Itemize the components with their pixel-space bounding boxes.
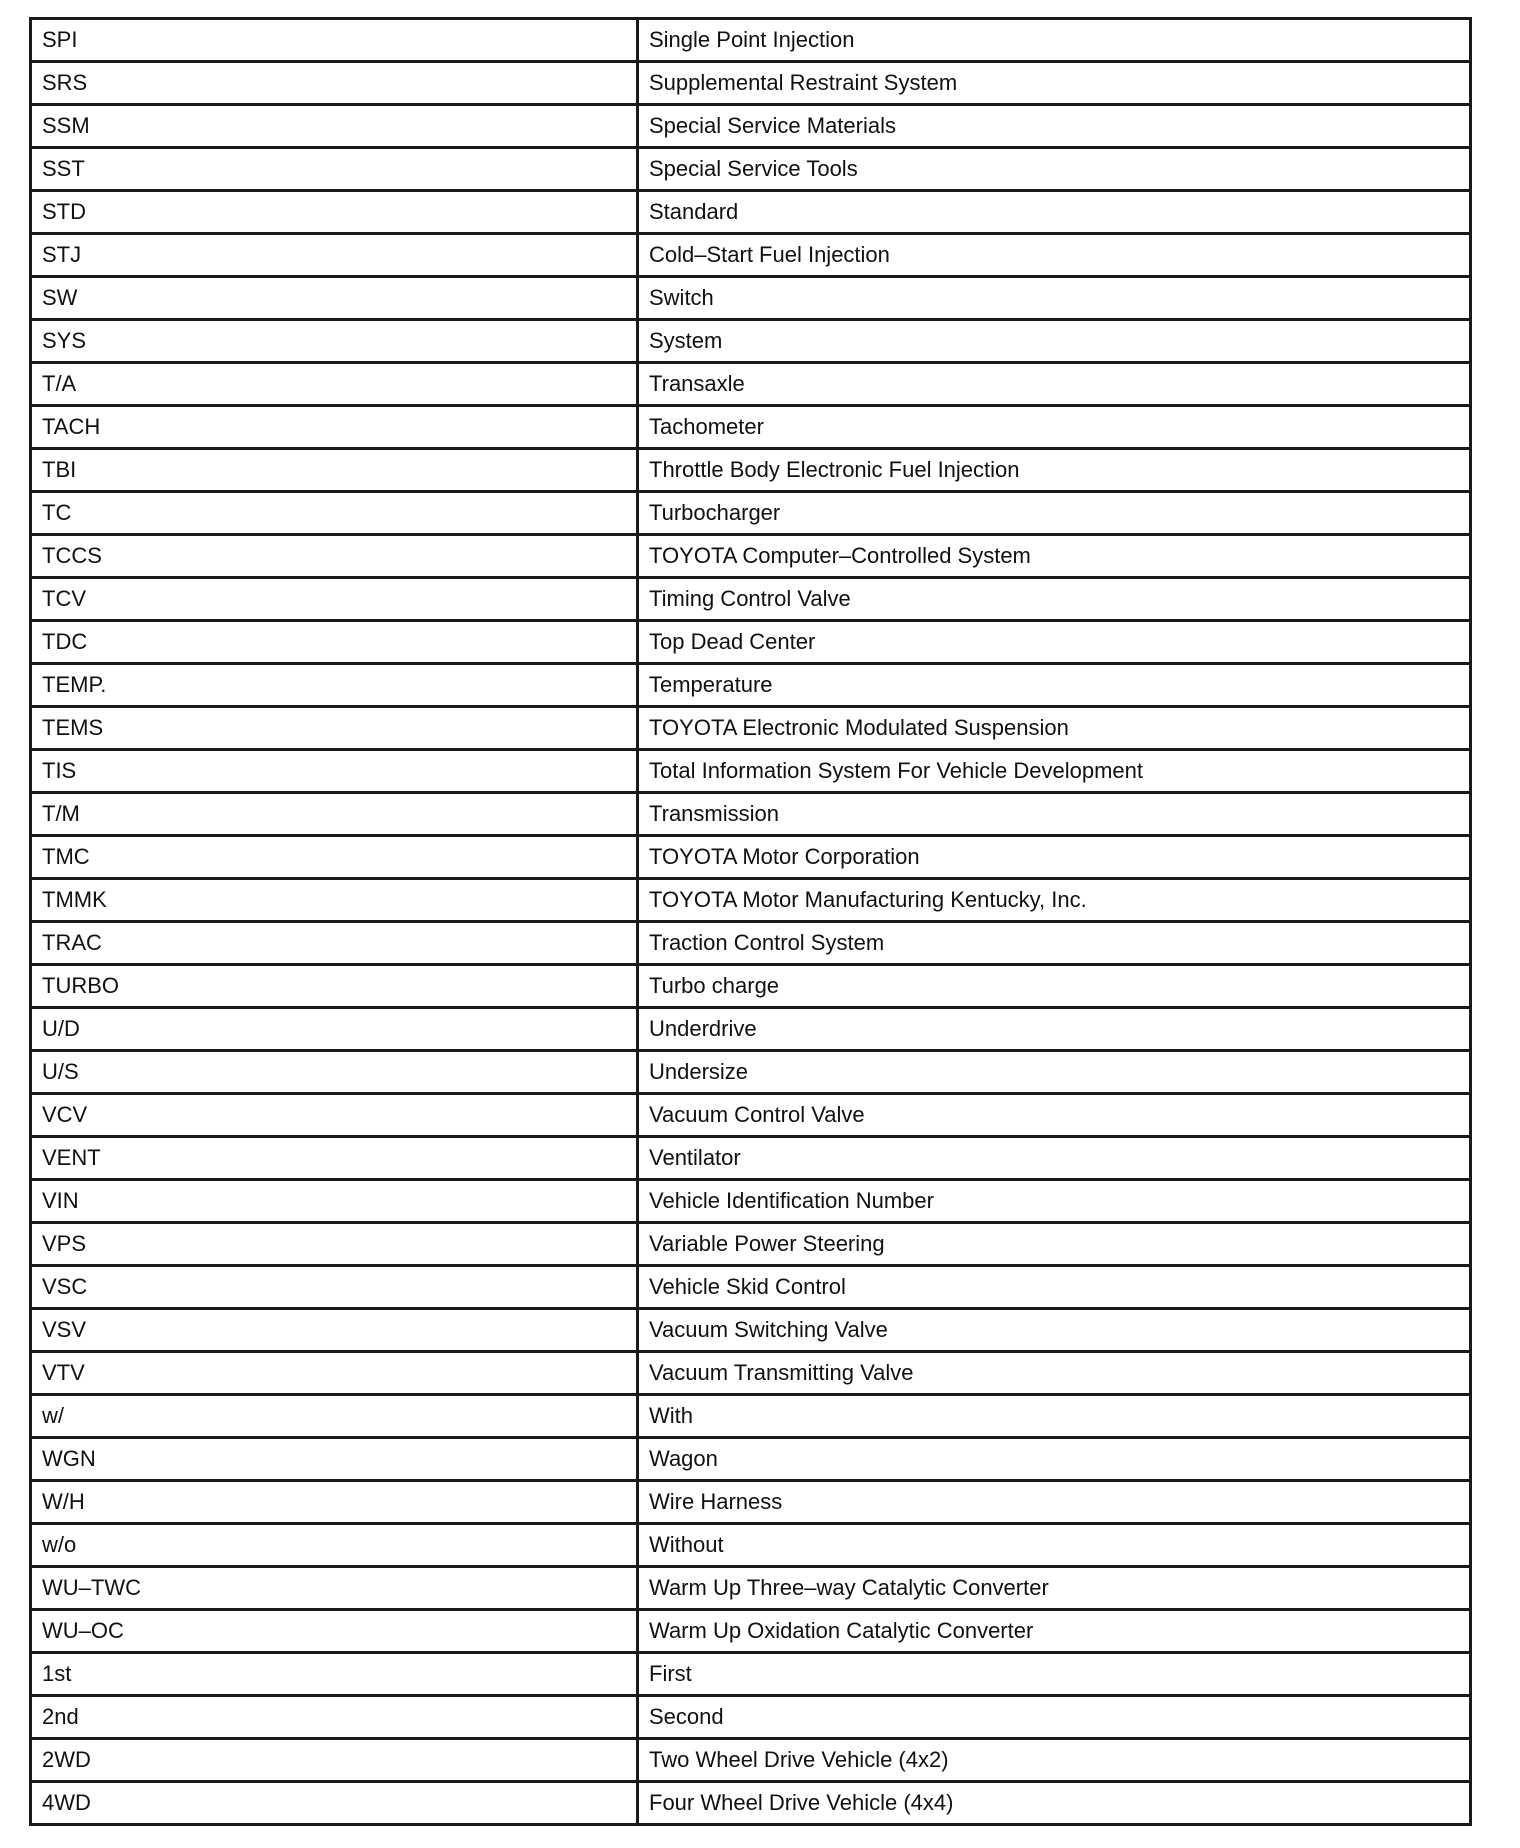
table-row xyxy=(31,320,1471,363)
meaning-cell: Transmission xyxy=(638,793,1471,836)
abbreviation-table xyxy=(29,17,1472,1826)
abbreviation-cell: SRS xyxy=(31,62,638,105)
table-row xyxy=(31,750,1471,793)
meaning-cell: TOYOTA Computer–Controlled System xyxy=(638,535,1471,578)
meaning-cell: Second xyxy=(638,1696,1471,1739)
table-row xyxy=(31,1051,1471,1094)
meaning-cell: Wire Harness xyxy=(638,1481,1471,1524)
meaning-cell: Warm Up Three–way Catalytic Converter xyxy=(638,1567,1471,1610)
table-row xyxy=(31,1180,1471,1223)
abbreviation-cell: TBI xyxy=(31,449,638,492)
table-row xyxy=(31,363,1471,406)
table-row xyxy=(31,1309,1471,1352)
table-row xyxy=(31,535,1471,578)
table-row xyxy=(31,965,1471,1008)
abbreviation-cell: W/H xyxy=(31,1481,638,1524)
abbreviation-cell: TCCS xyxy=(31,535,638,578)
abbreviation-cell: w/ xyxy=(31,1395,638,1438)
meaning-cell: Vacuum Switching Valve xyxy=(638,1309,1471,1352)
meaning-cell: Temperature xyxy=(638,664,1471,707)
table-row xyxy=(31,1223,1471,1266)
meaning-cell: Traction Control System xyxy=(638,922,1471,965)
meaning-cell: Vehicle Identification Number xyxy=(638,1180,1471,1223)
meaning-cell: TOYOTA Motor Manufacturing Kentucky, Inc. xyxy=(638,879,1471,922)
abbreviation-cell: WGN xyxy=(31,1438,638,1481)
meaning-cell: Timing Control Valve xyxy=(638,578,1471,621)
table-row xyxy=(31,1653,1471,1696)
abbreviation-cell: 4WD xyxy=(31,1782,638,1825)
abbreviation-cell: TACH xyxy=(31,406,638,449)
meaning-cell: Underdrive xyxy=(638,1008,1471,1051)
abbreviation-cell: TMMK xyxy=(31,879,638,922)
meaning-cell: Wagon xyxy=(638,1438,1471,1481)
table-row xyxy=(31,105,1471,148)
abbreviation-cell: VENT xyxy=(31,1137,638,1180)
abbreviation-cell: TCV xyxy=(31,578,638,621)
table-row xyxy=(31,1352,1471,1395)
table-row xyxy=(31,406,1471,449)
abbreviation-cell: SST xyxy=(31,148,638,191)
abbreviation-cell: VIN xyxy=(31,1180,638,1223)
abbreviation-cell: WU–TWC xyxy=(31,1567,638,1610)
table-row xyxy=(31,492,1471,535)
meaning-cell: Switch xyxy=(638,277,1471,320)
abbreviation-cell: SYS xyxy=(31,320,638,363)
abbreviation-cell: TMC xyxy=(31,836,638,879)
abbreviation-cell: 2WD xyxy=(31,1739,638,1782)
abbreviation-table-body xyxy=(31,19,1471,1825)
meaning-cell: With xyxy=(638,1395,1471,1438)
meaning-cell: Cold–Start Fuel Injection xyxy=(638,234,1471,277)
table-row xyxy=(31,277,1471,320)
meaning-cell: Standard xyxy=(638,191,1471,234)
table-row xyxy=(31,1696,1471,1739)
meaning-cell: Vehicle Skid Control xyxy=(638,1266,1471,1309)
abbreviation-cell: TEMS xyxy=(31,707,638,750)
table-row xyxy=(31,1137,1471,1180)
abbreviation-cell: SSM xyxy=(31,105,638,148)
abbreviation-cell: T/M xyxy=(31,793,638,836)
abbreviation-cell: U/S xyxy=(31,1051,638,1094)
abbreviation-cell: SW xyxy=(31,277,638,320)
table-row xyxy=(31,191,1471,234)
meaning-cell: Without xyxy=(638,1524,1471,1567)
abbreviation-cell: U/D xyxy=(31,1008,638,1051)
meaning-cell: Two Wheel Drive Vehicle (4x2) xyxy=(638,1739,1471,1782)
table-row xyxy=(31,922,1471,965)
table-row xyxy=(31,836,1471,879)
abbreviation-cell: TDC xyxy=(31,621,638,664)
meaning-cell: System xyxy=(638,320,1471,363)
table-row xyxy=(31,1739,1471,1782)
table-row xyxy=(31,578,1471,621)
meaning-cell: Undersize xyxy=(638,1051,1471,1094)
table-row xyxy=(31,879,1471,922)
table-row xyxy=(31,1094,1471,1137)
meaning-cell: Special Service Materials xyxy=(638,105,1471,148)
abbreviation-cell: TC xyxy=(31,492,638,535)
meaning-cell: Tachometer xyxy=(638,406,1471,449)
abbreviation-cell: TURBO xyxy=(31,965,638,1008)
abbreviation-cell: WU–OC xyxy=(31,1610,638,1653)
abbreviation-cell: VSV xyxy=(31,1309,638,1352)
meaning-cell: Turbo charge xyxy=(638,965,1471,1008)
abbreviation-cell: TIS xyxy=(31,750,638,793)
meaning-cell: Supplemental Restraint System xyxy=(638,62,1471,105)
meaning-cell: Warm Up Oxidation Catalytic Converter xyxy=(638,1610,1471,1653)
meaning-cell: TOYOTA Electronic Modulated Suspension xyxy=(638,707,1471,750)
meaning-cell: Special Service Tools xyxy=(638,148,1471,191)
table-row xyxy=(31,1395,1471,1438)
table-row xyxy=(31,664,1471,707)
abbreviation-cell: VTV xyxy=(31,1352,638,1395)
table-row xyxy=(31,19,1471,62)
table-row xyxy=(31,148,1471,191)
abbreviation-cell: STJ xyxy=(31,234,638,277)
table-row xyxy=(31,234,1471,277)
table-row xyxy=(31,62,1471,105)
meaning-cell: Four Wheel Drive Vehicle (4x4) xyxy=(638,1782,1471,1825)
meaning-cell: Single Point Injection xyxy=(638,19,1471,62)
table-row xyxy=(31,1438,1471,1481)
abbreviation-cell: 2nd xyxy=(31,1696,638,1739)
table-row xyxy=(31,793,1471,836)
meaning-cell: Top Dead Center xyxy=(638,621,1471,664)
meaning-cell: TOYOTA Motor Corporation xyxy=(638,836,1471,879)
meaning-cell: Transaxle xyxy=(638,363,1471,406)
table-row xyxy=(31,1266,1471,1309)
table-row xyxy=(31,1481,1471,1524)
table-row xyxy=(31,449,1471,492)
abbreviation-cell: T/A xyxy=(31,363,638,406)
meaning-cell: Variable Power Steering xyxy=(638,1223,1471,1266)
table-row xyxy=(31,1567,1471,1610)
meaning-cell: Ventilator xyxy=(638,1137,1471,1180)
table-row xyxy=(31,621,1471,664)
abbreviation-cell: VSC xyxy=(31,1266,638,1309)
meaning-cell: Turbocharger xyxy=(638,492,1471,535)
abbreviation-cell: 1st xyxy=(31,1653,638,1696)
abbreviation-cell: VCV xyxy=(31,1094,638,1137)
abbreviation-cell: TRAC xyxy=(31,922,638,965)
meaning-cell: Total Information System For Vehicle Development xyxy=(638,750,1471,793)
abbreviation-cell: w/o xyxy=(31,1524,638,1567)
abbreviation-cell: STD xyxy=(31,191,638,234)
table-row xyxy=(31,1524,1471,1567)
abbreviation-cell: TEMP. xyxy=(31,664,638,707)
meaning-cell: Vacuum Control Valve xyxy=(638,1094,1471,1137)
table-row xyxy=(31,707,1471,750)
meaning-cell: Vacuum Transmitting Valve xyxy=(638,1352,1471,1395)
abbreviation-cell: VPS xyxy=(31,1223,638,1266)
abbreviation-cell: SPI xyxy=(31,19,638,62)
meaning-cell: First xyxy=(638,1653,1471,1696)
table-row xyxy=(31,1610,1471,1653)
table-row xyxy=(31,1008,1471,1051)
meaning-cell: Throttle Body Electronic Fuel Injection xyxy=(638,449,1471,492)
table-row xyxy=(31,1782,1471,1825)
